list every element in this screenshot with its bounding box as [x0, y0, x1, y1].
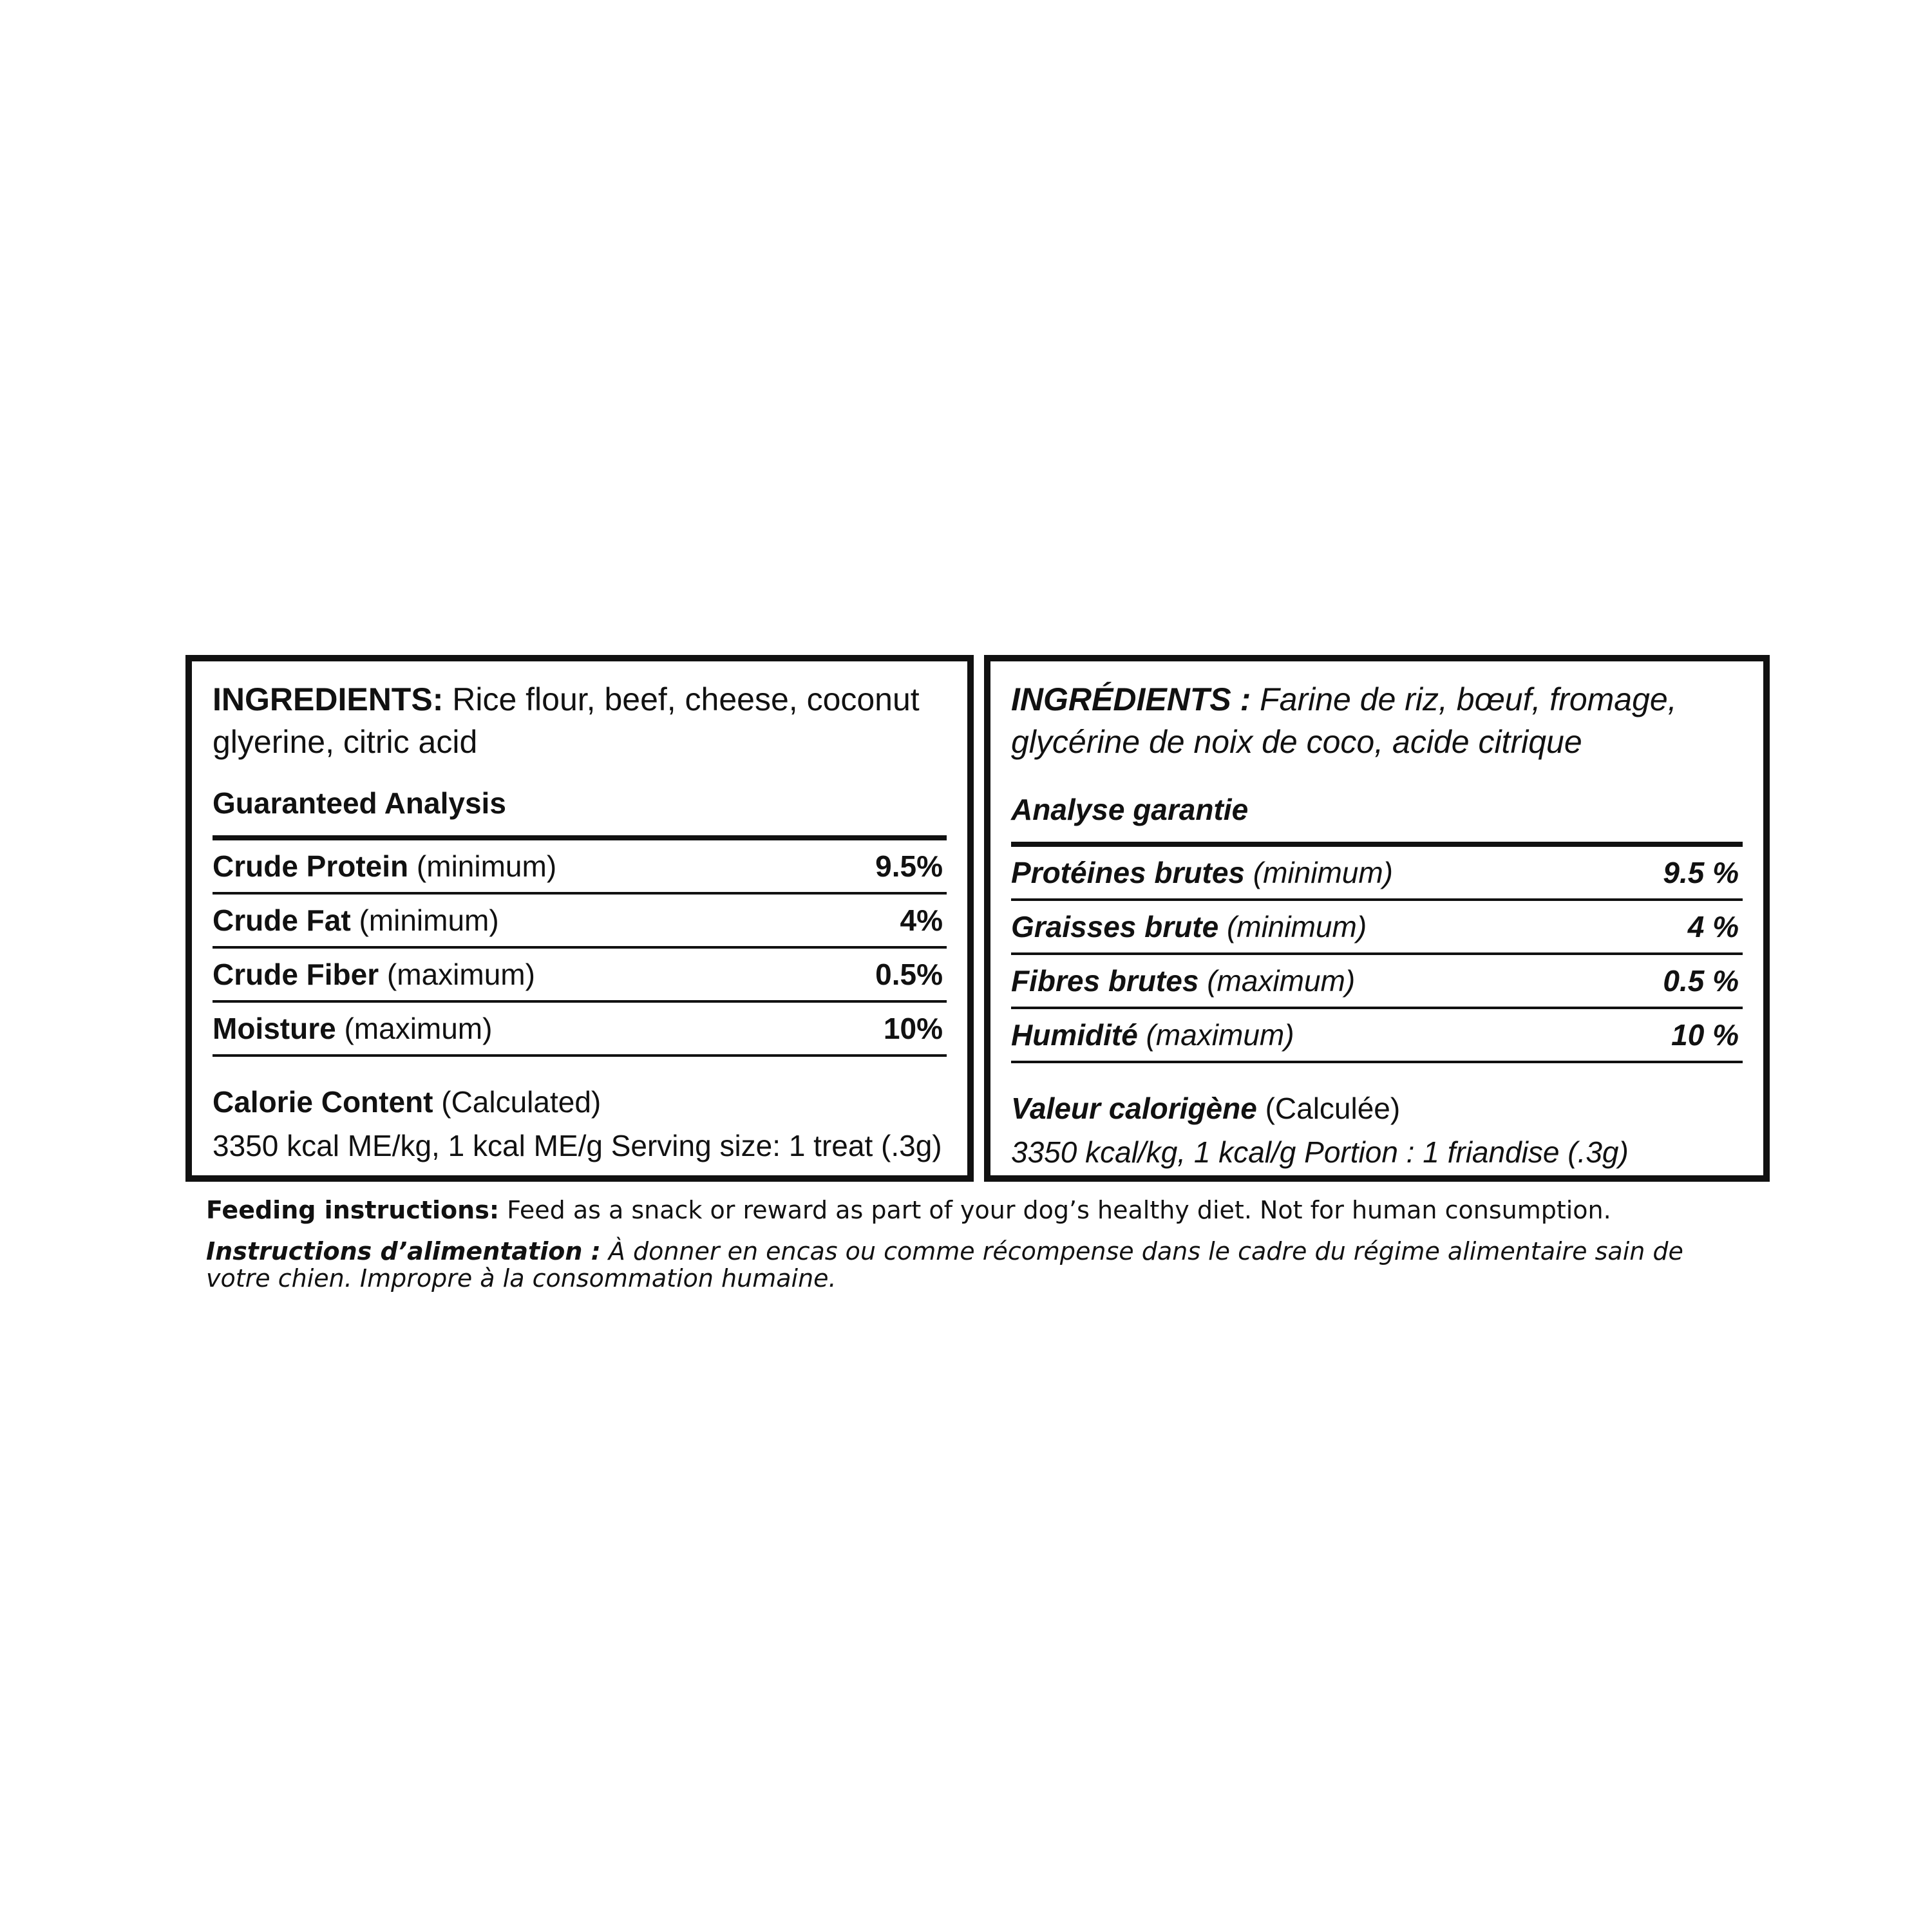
ingredients-french — [1011, 678, 1743, 763]
row-qualifier: (maximum) — [379, 958, 535, 991]
row-qualifier: (minimum) — [1245, 856, 1393, 889]
row-value: 0.5 % — [1663, 964, 1739, 998]
calorie-qualifier: (Calculée) — [1256, 1092, 1401, 1125]
feeding-instructions-english — [206, 1197, 1752, 1224]
analysis-table — [1011, 842, 1743, 1063]
ingredients-text: Rice flour, beef, cheese, coconut glyerine, citric acid — [213, 681, 920, 760]
row-qualifier: (maximum) — [1137, 1018, 1294, 1052]
english-label-panel — [185, 655, 974, 1182]
row-value: 4 % — [1687, 910, 1739, 943]
row-qualifier: (minimum) — [350, 904, 499, 937]
row-name: Humidité — [1011, 1018, 1138, 1052]
analysis-row-fat — [1011, 901, 1743, 955]
row-name: Graisses brute — [1011, 910, 1219, 943]
row-name: Fibres brutes — [1011, 964, 1199, 998]
row-value: 4% — [900, 904, 943, 937]
calorie-text: 3350 kcal ME/kg, 1 kcal ME/g Serving size: 1 treat (.3g) — [213, 1129, 942, 1162]
row-name: Crude Protein — [213, 849, 409, 883]
analysis-row-moisture — [1011, 1009, 1743, 1063]
calorie-text: 3350 kcal/kg, 1 kcal/g Portion : 1 friandise (.3g) — [1011, 1135, 1629, 1169]
analysis-row-fat — [213, 895, 947, 949]
ingredients-label: INGRÉDIENTS : — [1011, 681, 1251, 717]
feeding-label: Feeding instructions: — [206, 1196, 500, 1224]
row-value: 9.5 % — [1663, 856, 1739, 889]
row-qualifier: (maximum) — [336, 1012, 493, 1045]
analysis-title: Analyse garantie — [1011, 793, 1249, 826]
ingredients-english — [213, 678, 947, 763]
calorie-label: Calorie Content — [213, 1085, 433, 1119]
feeding-text: À donner en encas ou comme récompense dans le cadre du régime alimentaire sain de votre chien. Impropre à la consommation humaine. — [206, 1237, 1683, 1293]
analysis-table — [213, 835, 947, 1057]
feeding-label: Instructions d’alimentation : — [206, 1237, 601, 1265]
feeding-instructions-french — [206, 1238, 1752, 1292]
analysis-row-fiber — [213, 949, 947, 1003]
calorie-label: Valeur calorigène — [1011, 1092, 1257, 1125]
calorie-content — [213, 1080, 947, 1168]
feeding-text: Feed as a snack or reward as part of your dog’s healthy diet. Not for human consumption. — [499, 1196, 1611, 1224]
calorie-content — [1011, 1086, 1743, 1174]
row-value: 0.5% — [875, 958, 943, 991]
row-name: Protéines brutes — [1011, 856, 1245, 889]
analysis-row-protein — [1011, 847, 1743, 901]
analysis-row-protein — [213, 840, 947, 895]
row-qualifier: (minimum) — [1218, 910, 1367, 943]
french-label-panel — [984, 655, 1770, 1182]
analysis-row-moisture — [213, 1003, 947, 1057]
analysis-title: Guaranteed Analysis — [213, 786, 506, 820]
analysis-row-fiber — [1011, 955, 1743, 1009]
row-value: 10 % — [1671, 1018, 1739, 1052]
row-value: 9.5% — [875, 849, 943, 883]
row-value: 10% — [883, 1012, 943, 1045]
calorie-qualifier: (Calculated) — [433, 1085, 601, 1119]
row-name: Crude Fat — [213, 904, 351, 937]
row-name: Moisture — [213, 1012, 336, 1045]
row-name: Crude Fiber — [213, 958, 379, 991]
ingredients-text: Farine de riz, bœuf, fromage, glycérine de noix de coco, acide citrique — [1011, 681, 1677, 760]
ingredients-label: INGREDIENTS: — [213, 681, 444, 717]
row-qualifier: (minimum) — [408, 849, 557, 883]
row-qualifier: (maximum) — [1198, 964, 1356, 998]
